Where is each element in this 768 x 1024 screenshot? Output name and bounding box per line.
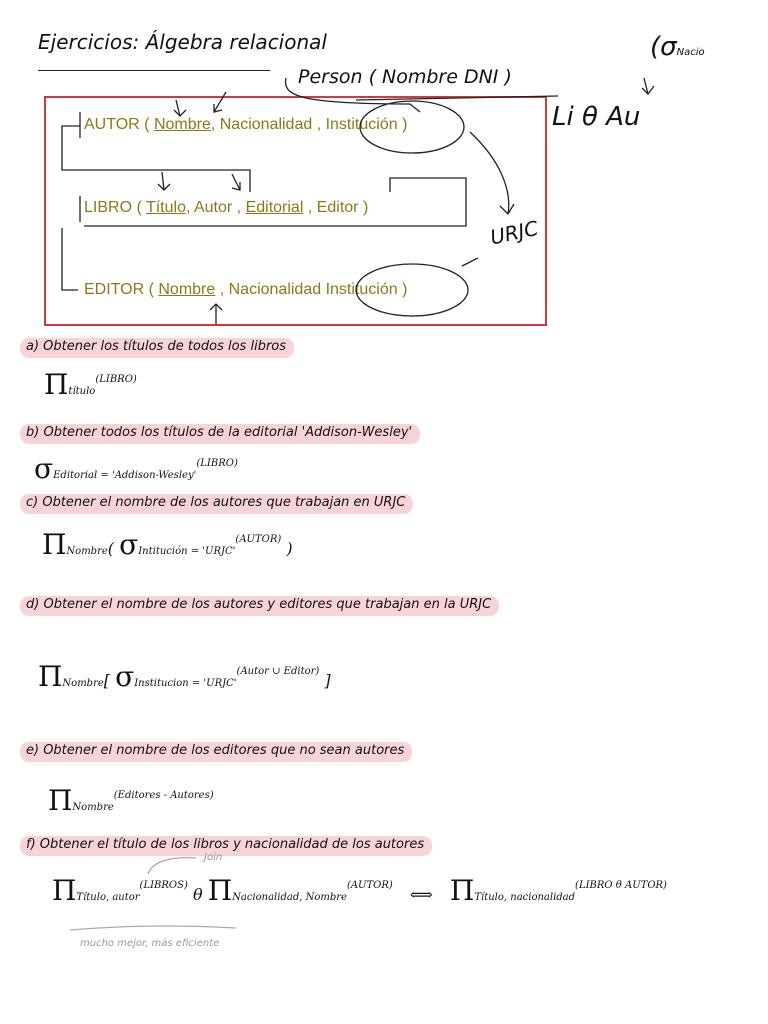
primary-key: Nombre — [158, 281, 216, 298]
annotation-sigma: (σNacio — [650, 32, 705, 62]
attr-institucion: Institución — [325, 281, 398, 298]
formula-e: ΠNombre$^{(Editores - Autores)}$ — [48, 784, 214, 817]
question-a: a) Obtener los títulos de todos los libros — [20, 338, 294, 358]
relation-name: AUTOR — [84, 116, 140, 133]
relation-name: LIBRO — [84, 199, 133, 216]
question-e: e) Obtener el nombre de los editores que no sean autores — [20, 742, 412, 762]
formula-b: σEditorial = '$Addison-Wesley'^{(LIBRO)}$ — [34, 452, 238, 485]
primary-key: Nombre — [153, 116, 211, 133]
relation-name: EDITOR — [84, 281, 145, 298]
question-f: f) Obtener el título de los libros y nacionalidad de los autores — [20, 836, 432, 856]
join-note: Join — [204, 852, 223, 863]
annotation-person: Person ( Nombre DNI ) — [298, 66, 512, 88]
attr-institucion: Institución — [325, 116, 398, 133]
efficiency-note: mucho mejor, más eficiente — [80, 938, 220, 949]
formula-d: ΠNombre[ σInstitucion = '$URJC'^{(Autor \cup Editor)}$ ] — [38, 660, 331, 693]
page-title: Ejercicios: Álgebra relacional — [38, 30, 327, 54]
relation-libro: LIBRO ( Título, Autor , Editorial , Editor ) — [84, 199, 369, 216]
question-d: d) Obtener el nombre de los autores y editores que trabajan en la URJC — [20, 596, 499, 616]
annotation-urjc: URJC — [488, 215, 541, 250]
formula-c: ΠNombre( σIntitución = '$URJC'^{(AUTOR)}$ ) — [42, 528, 293, 561]
relation-autor: AUTOR ( Nombre, Nacionalidad , Institución ) — [84, 116, 408, 133]
relation-editor: EDITOR ( Nombre , Nacionalidad Institución ) — [84, 281, 408, 298]
primary-key: Título — [145, 199, 186, 216]
question-c: c) Obtener el nombre de los autores que trabajan en URJC — [20, 494, 413, 514]
annotation-join: Li θ Au — [552, 102, 641, 132]
formula-f: ΠTítulo, autor$^{(LIBROS)}$ θ ΠNacionalidad, Nombre$^{(AUTOR)}$ ⟺ ΠTítulo, nacionalidad$^{(LIBRO \theta AUTOR)}$ — [52, 874, 667, 907]
question-b: b) Obtener todos los títulos de la editorial 'Addison-Wesley' — [20, 424, 420, 444]
foreign-key: Editorial — [245, 199, 304, 216]
formula-a: Πtítulo$^{(LIBRO)}$ — [44, 368, 137, 401]
